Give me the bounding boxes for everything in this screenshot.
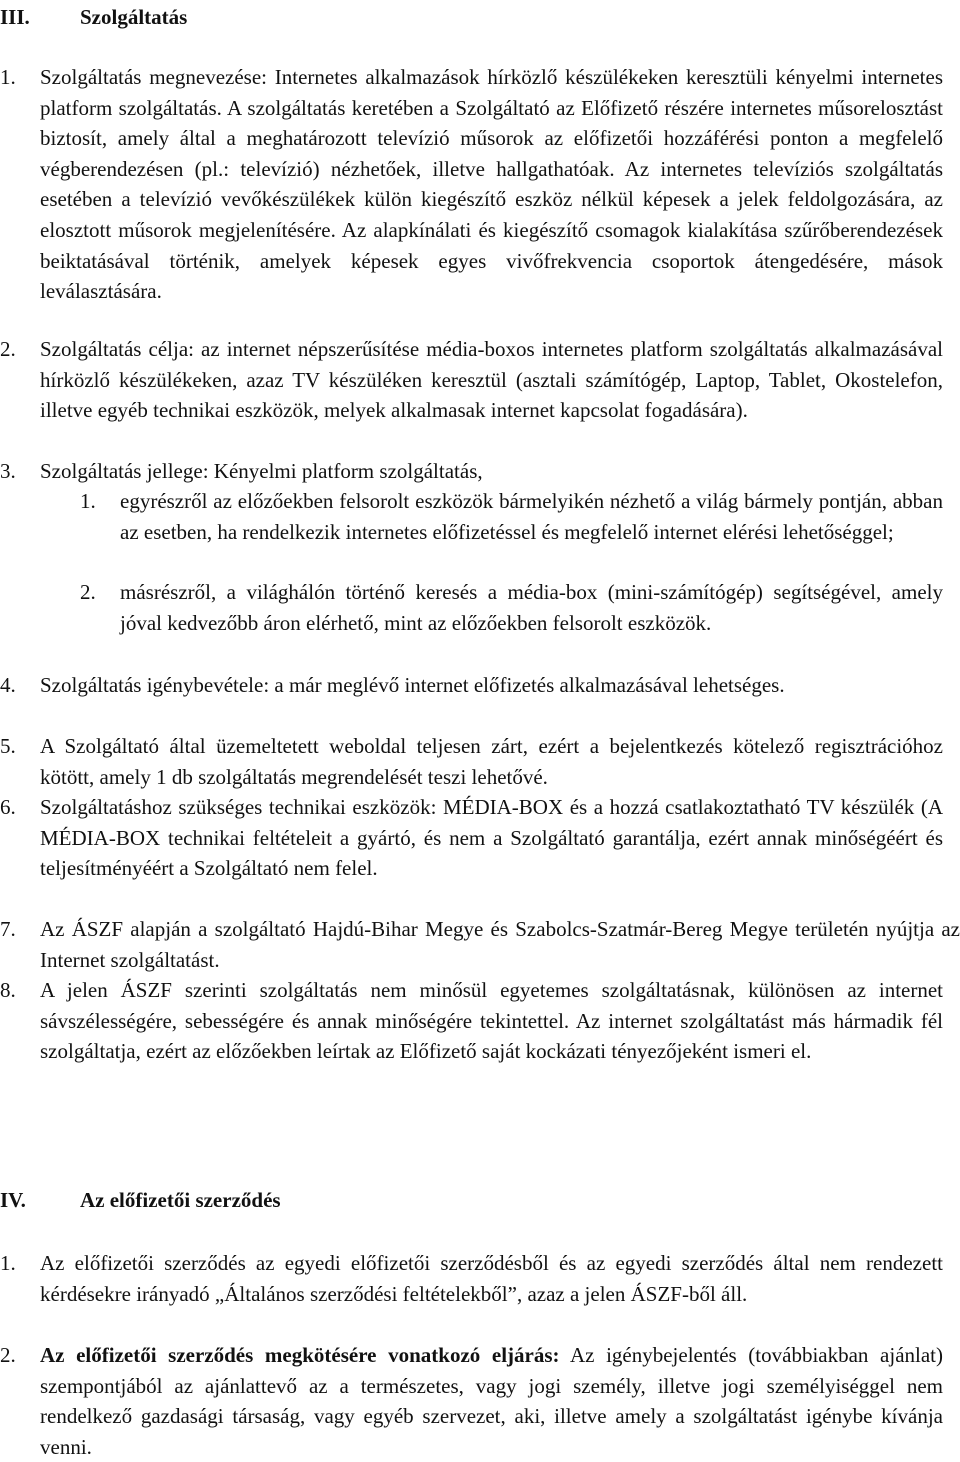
item-3-5-text: A Szolgáltató által üzemeltetett weboldal teljesen zárt, ezért a bejelentkezés kötelező regisztrációhoz kötött, amely 1 db szolgáltatás megrendelését teszi lehetővé.: [40, 734, 943, 789]
item-4-2-text: Az előfizetői szerződés megkötésére vonatkozó eljárás: Az igénybejelentés (továbbiakban ajánlat) szempontjából az ajánlattevő az a természetes, vagy jogi személy, illetve jogi személyiséggel nem rendelkező gazdasági társaság, vagy egyéb szervezet, aki, illetve amely a szolgáltatást igénybe kívánja venni.: [40, 1343, 943, 1459]
section-4-title: Az előfizetői szerződés: [80, 1188, 281, 1212]
item-3-5-number: 5.: [0, 734, 16, 758]
item-4-1-text: Az előfizetői szerződés az egyedi előfizetői szerződésből és az egyedi szerződés által nem rendezett kérdésekre irányadó „Általános szerződési feltételekből”, azaz a jelen ÁSZF-ből áll.: [40, 1251, 943, 1306]
subitem-3-3-2-text: másrészről, a világhálón történő keresés a média-box (mini-számítógép) segítségével, amely jóval kedvezőbb áron elérhető, mint az előzőekben felsorolt eszközök.: [120, 580, 943, 635]
section-3-heading: [0, 2, 400, 32]
subitem-3-3-1-number: 1.: [80, 489, 96, 513]
item-3-2-text: Szolgáltatás célja: az internet népszerűsítése média-boxos internetes platform szolgáltatás alkalmazásával hírközlő készülékeken, azaz TV készüléken keresztül (asztali számítógép, Laptop, Tablet, Okostelefon, illetve egyéb technikai eszközök, melyek alkalmasak internet kapcsolat fogadására).: [40, 337, 943, 423]
item-3-4-number: 4.: [0, 673, 16, 697]
item-3-7-number: 7.: [0, 917, 16, 941]
item-3-1-text: Szolgáltatás megnevezése: Internetes alkalmazások hírközlő készülékeken keresztüli kényelmi internetes platform szolgáltatás. A szolgáltatás keretében a Szolgáltató az Előfizető részére internetes műsorelosztást biztosít, amely által a meghatározott televízió műsorok az előfizetői hozzáférési ponton a megfelelő végberendezésen (pl.: televízió) nézhetőek, illetve hallgathatóak. Az internetes televíziós szolgáltatás esetében a televízió vevőkészülékek külön kiegészítő eszköz nélkül képesek a jelek feldolgozására, az elosztott műsorok megjelenítésére. Az alapkínálati és kiegészítő csomagok kialakítása szűrőberendezések beiktatásával történik, amelyek képesek egyes vivőfrekvencia csoportok átengedésére, mások leválasztására.: [40, 65, 943, 304]
item-3-7-text: Az ÁSZF alapján a szolgáltató Hajdú-Bihar Megye és Szabolcs-Szatmár-Bereg Megye területén nyújtja az Internet szolgáltatást.: [40, 917, 960, 972]
section-3-title: Szolgáltatás: [80, 5, 188, 29]
item-3-3-number: 3.: [0, 459, 16, 483]
section-4-heading: [0, 1185, 500, 1215]
section-3-number: III.: [0, 5, 30, 29]
item-3-4-text: Szolgáltatás igénybevétele: a már meglévő internet előfizetés alkalmazásával lehetséges.: [40, 673, 785, 697]
item-3-2-number: 2.: [0, 337, 16, 361]
item-3-8-number: 8.: [0, 978, 16, 1002]
item-4-2-number: 2.: [0, 1343, 16, 1367]
subitem-3-3-2-number: 2.: [80, 580, 96, 604]
item-3-1-number: 1.: [0, 65, 16, 89]
item-3-6-number: 6.: [0, 795, 16, 819]
section-4-number: IV.: [0, 1188, 26, 1212]
item-4-1-number: 1.: [0, 1251, 16, 1275]
item-4-2-bold-lead: Az előfizetői szerződés megkötésére vonatkozó eljárás:: [40, 1343, 560, 1367]
item-3-3-text: Szolgáltatás jellege: Kényelmi platform szolgáltatás,: [40, 459, 483, 483]
item-3-8-text: A jelen ÁSZF szerinti szolgáltatás nem minősül egyetemes szolgáltatásnak, különösen az internet sávszélességére, sebességére és annak minőségére tekintettel. Az internet szolgáltatást más hármadik fél szolgáltatja, ezért az előzőekben leírtak az Előfizető saját kockázati tényezőjeként ismeri el.: [40, 978, 943, 1064]
item-3-6-text: Szolgáltatáshoz szükséges technikai eszközök: MÉDIA-BOX és a hozzá csatlakoztatható TV készülék (A MÉDIA-BOX technikai feltételeit a gyártó, és nem a Szolgáltató garantálja, ezért annak minőségéért és teljesítményéért a Szolgáltató nem felel.: [40, 795, 943, 881]
subitem-3-3-1-text: egyrészről az előzőekben felsorolt eszközök bármelyikén nézhető a világ bármely pontján, abban az esetben, ha rendelkezik internetes előfizetéssel és megfelelő internet elérési lehetőséggel;: [120, 489, 943, 544]
